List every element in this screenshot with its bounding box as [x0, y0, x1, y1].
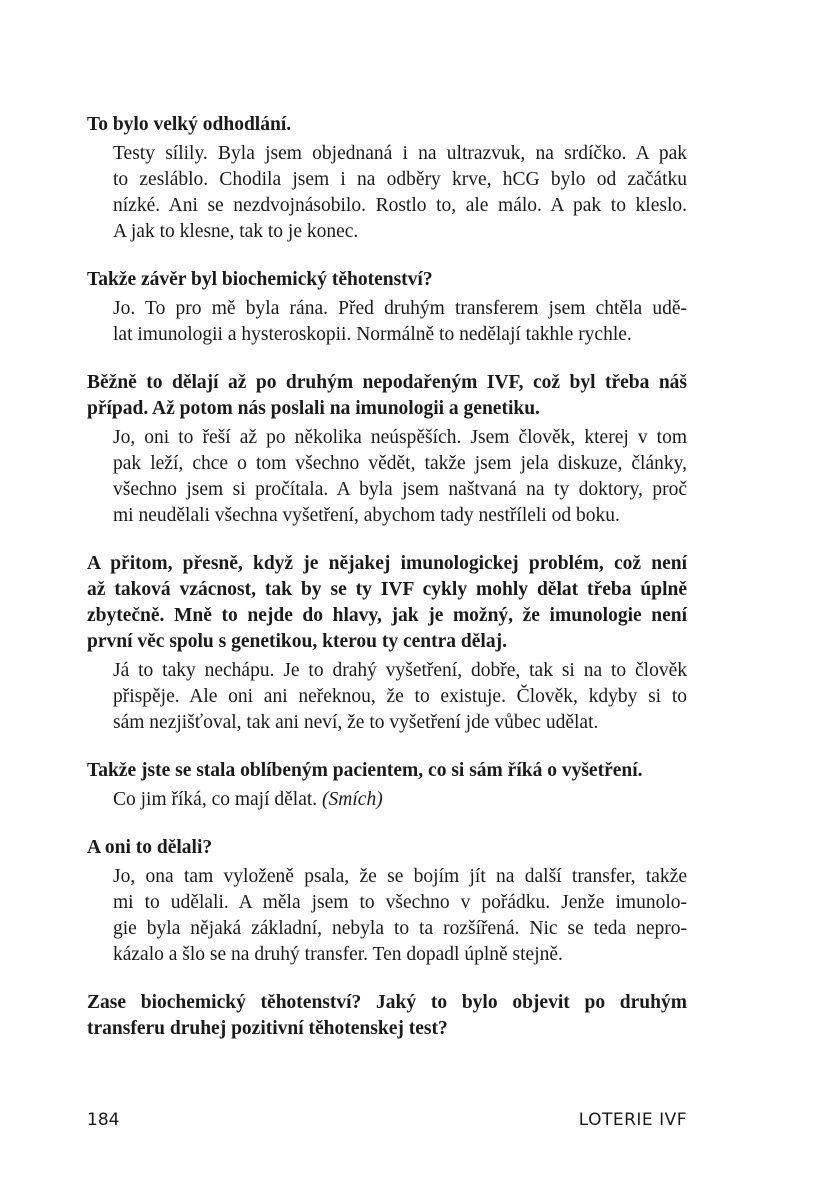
page-footer	[87, 1108, 687, 1132]
answer-line: Testy sílily. Byla jsem objednaná i na ultrazvuk, na srdíčko. A pak	[113, 143, 687, 164]
page-number: 184	[87, 1110, 120, 1130]
interview-block	[87, 758, 687, 813]
answer-line: mi to udělali. A měla jsem to všechno v pořádku. Jenže imunolo-	[113, 892, 687, 913]
answer	[87, 864, 687, 968]
answer-line: nízké. Ani se nezdvojnásobilo. Rostlo to, ale málo. A pak to kleslo.	[113, 195, 687, 216]
answer-text: Co jim říká, co mají dělat.	[113, 789, 318, 810]
running-head: LOTERIE IVF	[578, 1110, 687, 1130]
question-line: Běžně to dělají až po druhým nepodařeným IVF, což byl třeba náš	[87, 372, 687, 393]
question	[87, 551, 687, 655]
answer	[87, 787, 687, 813]
question	[87, 835, 687, 861]
answer-line: pak leží, chce o tom všechno vědět, takže jsem jela diskuze, články,	[113, 453, 687, 474]
question	[87, 112, 687, 138]
question	[87, 370, 687, 422]
answer-line: přispěje. Ale oni ani neřeknou, že to existuje. Člověk, kdyby si to	[113, 686, 687, 707]
question-line: Zase biochemický těhotenství? Jaký to bylo objevit po druhým	[87, 992, 687, 1013]
question-line: Takže závěr byl biochemický těhotenství?	[87, 269, 433, 290]
answer-line: Jo, ona tam vyloženě psala, že se bojím jít na další transfer, takže	[113, 866, 687, 887]
answer-line: sám nezjišťoval, tak ani neví, že to vyšetření jde vůbec udělat.	[113, 712, 599, 733]
question-line: A přitom, přesně, když je nějakej imunologickej problém, což není	[87, 553, 687, 574]
answer	[87, 141, 687, 245]
answer-stage-direction: (Smích)	[322, 789, 383, 810]
question-line: A oni to dělali?	[87, 837, 213, 858]
answer-line: Jo, oni to řeší až po několika neúspěších. Jsem člověk, kterej v tom	[113, 427, 687, 448]
question-line: Takže jste se stala oblíbeným pacientem, co si sám říká o vyšetření.	[87, 760, 643, 781]
question-line: až taková vzácnost, tak by se ty IVF cykly mohly dělat třeba úplně	[87, 579, 687, 600]
interview-block	[87, 267, 687, 348]
question	[87, 758, 687, 784]
answer	[87, 425, 687, 529]
page-content	[87, 112, 687, 1042]
answer-line: Jo. To pro mě byla rána. Před druhým transferem jsem chtěla udě-	[113, 298, 687, 319]
question	[87, 990, 687, 1042]
answer-line	[113, 787, 687, 813]
answer-line: kázalo a šlo se na druhý transfer. Ten dopadl úplně stejně.	[113, 944, 563, 965]
interview-block	[87, 112, 687, 245]
question-line: první věc spolu s genetikou, kterou ty centra dělaj.	[87, 631, 507, 652]
answer-line: všechno jsem si pročítala. A byla jsem naštvaná na ty doktory, proč	[113, 479, 687, 500]
question-line: zbytečně. Mně to nejde do hlavy, jak je možný, že imunologie není	[87, 605, 687, 626]
answer	[87, 296, 687, 348]
question-line: transferu druhej pozitivní těhotenskej test?	[87, 1018, 448, 1039]
answer-line: to zesláblo. Chodila jsem i na odběry krve, hCG bylo od začátku	[113, 169, 687, 190]
answer-line: mi neudělali všechna vyšetření, abychom tady nestříleli od boku.	[113, 505, 620, 526]
answer	[87, 658, 687, 736]
answer-line: gie byla nějaká základní, nebyla to ta rozšířená. Nic se teda nepro-	[113, 918, 687, 939]
interview-block	[87, 370, 687, 529]
answer-line: lat imunologii a hysteroskopii. Normálně to nedělají takhle rychle.	[113, 324, 632, 345]
question-line: To bylo velký odhodlání.	[87, 114, 292, 135]
interview-block	[87, 990, 687, 1042]
question	[87, 267, 687, 293]
answer-line: A jak to klesne, tak to je konec.	[113, 221, 359, 242]
question-line: případ. Až potom nás poslali na imunologii a genetiku.	[87, 398, 540, 419]
interview-block	[87, 835, 687, 968]
answer-line: Já to taky nechápu. Je to drahý vyšetření, dobře, tak si na to člověk	[113, 660, 687, 681]
interview-block	[87, 551, 687, 736]
